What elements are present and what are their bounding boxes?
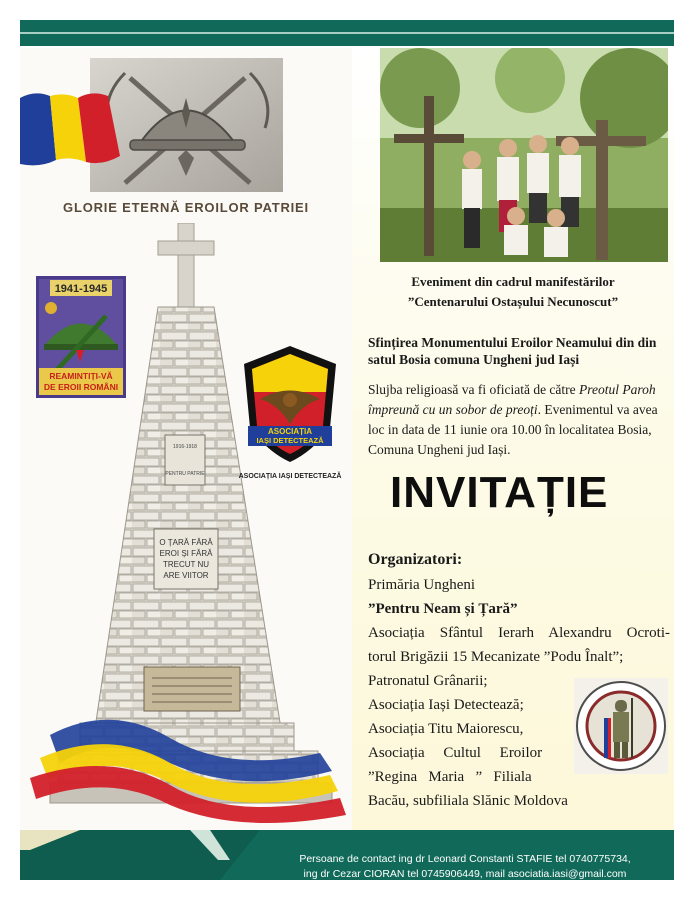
slujba-italic: Preotul Paroh împreună cu un sobor de preoți: [368, 382, 656, 417]
organizer-item: ”Regina Maria ” Filiala: [368, 769, 532, 785]
organizer-item: ”Pentru Neam și Țară”: [368, 601, 518, 617]
left-column: [20, 48, 352, 830]
contact-line2: ing dr Cezar CIORAN tel 0745906449, mail asociatia.iasi@gmail.com: [303, 868, 627, 880]
top-band-stripe: [20, 32, 674, 34]
event-line2: ”Centenarului Ostașului Necunoscut”: [407, 294, 619, 309]
poster-line1: REAMINTIȚI-VĂ: [49, 371, 113, 381]
slujba-paragraph: [368, 380, 668, 460]
iasi-detecteaza-logo: [242, 344, 338, 464]
organizer-item: Bacău, subfiliala Slănic Moldova: [368, 793, 568, 809]
plaque-mid-line2: EROI ȘI FĂRĂ: [159, 549, 213, 558]
logo-line2: IAȘI DETECTEAZĂ: [256, 436, 324, 445]
organizer-item: Primăria Ungheni: [368, 577, 476, 593]
organizer-item: Patronatul Grânarii;: [368, 673, 488, 689]
organizer-item: Asociația Sfântul Ierarh Alexandru Ocroti-: [368, 625, 670, 641]
glorie-heading: GLORIE ETERNĂ EROILOR PATRIEI: [63, 200, 309, 215]
plaque-mid-line1: O ȚARĂ FĂRĂ: [159, 538, 213, 547]
plaque-mid-line3: TRECUT NU: [162, 560, 210, 569]
plaque-top-year: 1916-1918: [173, 444, 197, 450]
event-line1: Eveniment din cadrul manifestărilor: [411, 274, 615, 289]
contact-info: [260, 852, 670, 882]
organizer-item: Asociația Iași Detectează;: [368, 697, 524, 713]
slujba-text-a: Slujba religioasă va fi oficiată de către: [368, 382, 580, 397]
invitation-title: INVITAȚIE: [390, 468, 609, 517]
poster-line2: DE EROII ROMÂNI: [43, 382, 119, 392]
sfintire-text: Sfințirea Monumentului Eroilor Neamului din din satul Bosia comuna Ungheni jud Iași: [368, 335, 657, 367]
top-band: [20, 20, 674, 46]
soldier-badge-logo: [574, 678, 668, 774]
plaque-mid-line4: ARE VIITOR: [163, 571, 209, 580]
decorative-wedge: [20, 830, 260, 880]
romanian-flag-image: [20, 90, 120, 170]
poster-years: 1941-1945: [54, 283, 108, 295]
organizers-heading: Organizatori:: [368, 551, 463, 568]
organizer-item: Asociația Titu Maiorescu,: [368, 721, 524, 737]
contact-line1: Persoane de contact ing dr Leonard Constanti STAFIE tel 0740775734,: [299, 853, 631, 865]
logo-line1: ASOCIAȚIA: [268, 427, 312, 436]
children-crosses-photo: [380, 48, 668, 262]
plaque-top-text: PENTRU PATRIE: [165, 471, 205, 477]
logo-caption: ASOCIAȚIA IAȘI DETECTEAZĂ: [238, 473, 342, 480]
slujba-text-b: . Evenimentul va avea loc in data de 11 iunie ora 10.00 în localitatea Bosia, Comuna Ungheni jud Iași.: [368, 402, 658, 457]
organizer-item: Asociația Cultul Eroilor: [368, 745, 543, 761]
monument-image: [20, 223, 352, 830]
right-column: [352, 48, 674, 830]
organizer-item: torul Brigăzii 15 Mecanizate ”Podu Înalt”;: [368, 649, 624, 665]
